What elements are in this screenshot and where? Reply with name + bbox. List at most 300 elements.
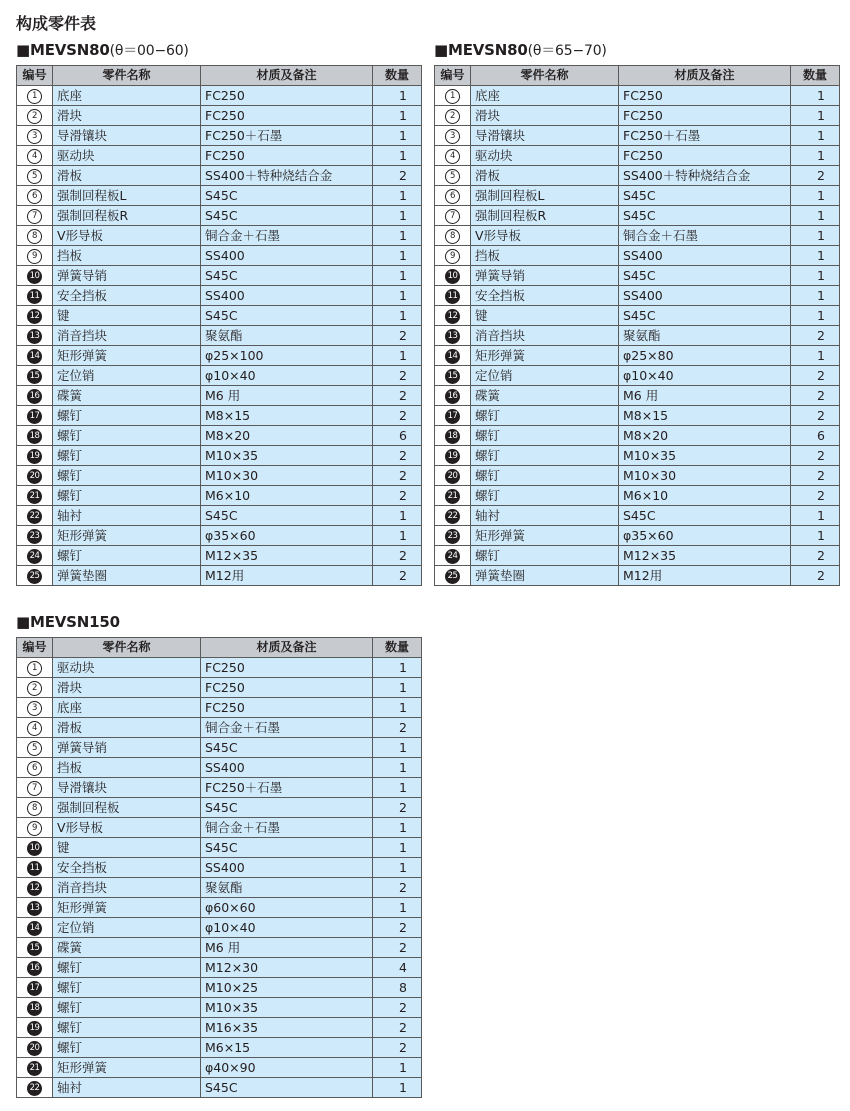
material-cell: M8×15: [201, 406, 373, 426]
table-row: [17, 446, 422, 466]
part-number-cell: [435, 266, 471, 286]
material-cell: SS400: [201, 286, 373, 306]
quantity-cell: 1: [373, 346, 422, 366]
material-cell: M10×25: [201, 978, 373, 998]
part-number-cell: [17, 858, 53, 878]
table-row: [17, 998, 422, 1018]
part-name-cell: 强制回程板L: [471, 186, 619, 206]
part-name-cell: 导滑镶块: [471, 126, 619, 146]
header-part-name: 零件名称: [53, 638, 201, 658]
part-number-cell: [17, 918, 53, 938]
part-number-cell: [435, 246, 471, 266]
part-number-cell: [17, 898, 53, 918]
part-number-cell: [435, 306, 471, 326]
part-name-cell: 螺钉: [53, 958, 201, 978]
part-name-cell: 滑块: [53, 106, 201, 126]
quantity-cell: 6: [791, 426, 840, 446]
circled-number: 16: [27, 389, 42, 404]
part-name-cell: 挡板: [53, 758, 201, 778]
quantity-cell: 1: [373, 818, 422, 838]
table-row: [17, 366, 422, 386]
quantity-cell: 2: [791, 166, 840, 186]
circled-number: 11: [445, 289, 460, 304]
material-cell: FC250: [201, 146, 373, 166]
quantity-cell: 1: [373, 506, 422, 526]
part-name-cell: 轴衬: [471, 506, 619, 526]
part-number-cell: [17, 286, 53, 306]
material-cell: 铜合金＋石墨: [619, 226, 791, 246]
part-number-cell: [17, 206, 53, 226]
part-number-cell: [17, 1018, 53, 1038]
circled-number: 9: [27, 249, 42, 264]
part-number-cell: [17, 126, 53, 146]
material-cell: φ40×90: [201, 1058, 373, 1078]
quantity-cell: 1: [373, 758, 422, 778]
part-name-cell: 底座: [53, 698, 201, 718]
table-row: [17, 126, 422, 146]
table-row: [435, 246, 840, 266]
table-row: [17, 146, 422, 166]
material-cell: M8×20: [619, 426, 791, 446]
table-row: [17, 266, 422, 286]
table-row: [17, 526, 422, 546]
quantity-cell: 1: [373, 186, 422, 206]
quantity-cell: 2: [791, 466, 840, 486]
material-cell: 铜合金＋石墨: [201, 818, 373, 838]
table-row: [17, 1038, 422, 1058]
part-number-cell: [17, 878, 53, 898]
section-title: MEVSN80: [447, 41, 528, 59]
part-number-cell: [435, 166, 471, 186]
circled-number: 2: [27, 109, 42, 124]
table-row: [435, 386, 840, 406]
material-cell: FC250: [619, 146, 791, 166]
part-name-cell: 导滑镶块: [53, 126, 201, 146]
circled-number: 10: [27, 841, 42, 856]
quantity-cell: 1: [791, 206, 840, 226]
quantity-cell: 2: [373, 446, 422, 466]
part-name-cell: 弹簧垫圈: [471, 566, 619, 586]
part-number-cell: [17, 758, 53, 778]
part-number-cell: [17, 938, 53, 958]
table-row: [435, 206, 840, 226]
part-name-cell: 矩形弹簧: [471, 526, 619, 546]
material-cell: S45C: [619, 266, 791, 286]
part-number-cell: [435, 426, 471, 446]
circled-number: 20: [27, 469, 42, 484]
table-row: [17, 546, 422, 566]
material-cell: M8×15: [619, 406, 791, 426]
circled-number: 11: [27, 289, 42, 304]
table-row: [17, 738, 422, 758]
page-title: 构成零件表: [16, 14, 97, 33]
quantity-cell: 1: [373, 106, 422, 126]
quantity-cell: 2: [373, 798, 422, 818]
table-row: [17, 346, 422, 366]
circled-number: 24: [27, 549, 42, 564]
part-number-cell: [17, 486, 53, 506]
part-name-cell: 滑板: [471, 166, 619, 186]
quantity-cell: 1: [791, 286, 840, 306]
quantity-cell: 2: [791, 486, 840, 506]
material-cell: M10×35: [201, 998, 373, 1018]
part-name-cell: 安全挡板: [471, 286, 619, 306]
circled-number: 13: [27, 901, 42, 916]
material-cell: FC250＋石墨: [201, 778, 373, 798]
table-row: [17, 698, 422, 718]
circled-number: 2: [27, 681, 42, 696]
quantity-cell: 8: [373, 978, 422, 998]
circled-number: 19: [27, 449, 42, 464]
table-row: [17, 938, 422, 958]
quantity-cell: 2: [373, 366, 422, 386]
table-row: [435, 466, 840, 486]
part-number-cell: [17, 386, 53, 406]
material-cell: FC250＋石墨: [201, 126, 373, 146]
table-row: [17, 306, 422, 326]
table-row: [17, 678, 422, 698]
circled-number: 11: [27, 861, 42, 876]
circled-number: 19: [445, 449, 460, 464]
part-number-cell: [435, 506, 471, 526]
part-name-cell: 定位销: [471, 366, 619, 386]
table-row: [435, 426, 840, 446]
table-row: [17, 246, 422, 266]
material-cell: M6×10: [201, 486, 373, 506]
material-cell: SS400: [201, 246, 373, 266]
part-number-cell: [17, 998, 53, 1018]
circled-number: 12: [27, 881, 42, 896]
circled-number: 15: [445, 369, 460, 384]
material-cell: SS400: [201, 858, 373, 878]
circled-number: 5: [27, 169, 42, 184]
material-cell: M6×15: [201, 1038, 373, 1058]
part-name-cell: 挡板: [471, 246, 619, 266]
table-row: [17, 1058, 422, 1078]
table-row: [435, 286, 840, 306]
part-name-cell: 螺钉: [471, 546, 619, 566]
part-number-cell: [435, 326, 471, 346]
circled-number: 25: [445, 569, 460, 584]
table-row: [435, 506, 840, 526]
table-row: [17, 186, 422, 206]
quantity-cell: 2: [791, 566, 840, 586]
circled-number: 21: [445, 489, 460, 504]
material-cell: FC250: [201, 106, 373, 126]
part-number-cell: [17, 1078, 53, 1098]
part-number-cell: [17, 698, 53, 718]
quantity-cell: 1: [373, 86, 422, 106]
table-row: [17, 878, 422, 898]
part-number-cell: [17, 778, 53, 798]
material-cell: 聚氨酯: [619, 326, 791, 346]
table-row: [435, 406, 840, 426]
part-name-cell: 螺钉: [53, 998, 201, 1018]
table-row: [17, 798, 422, 818]
material-cell: FC250: [201, 86, 373, 106]
quantity-cell: 2: [373, 1018, 422, 1038]
table-row: [435, 366, 840, 386]
material-cell: φ25×80: [619, 346, 791, 366]
square-bullet-icon: ■: [16, 41, 30, 59]
circled-number: 13: [27, 329, 42, 344]
part-name-cell: 轴衬: [53, 1078, 201, 1098]
header-qty: 数量: [791, 66, 840, 86]
circled-number: 18: [445, 429, 460, 444]
circled-number: 13: [445, 329, 460, 344]
quantity-cell: 2: [373, 406, 422, 426]
part-number-cell: [17, 678, 53, 698]
header-part-name: 零件名称: [53, 66, 201, 86]
quantity-cell: 1: [791, 86, 840, 106]
circled-number: 14: [27, 349, 42, 364]
quantity-cell: 1: [791, 146, 840, 166]
circled-number: 17: [27, 409, 42, 424]
part-name-cell: 键: [53, 838, 201, 858]
header-qty: 数量: [373, 638, 422, 658]
circled-number: 12: [27, 309, 42, 324]
part-name-cell: 碟簧: [53, 938, 201, 958]
material-cell: φ10×40: [619, 366, 791, 386]
part-name-cell: 驱动块: [53, 658, 201, 678]
table-row: [17, 226, 422, 246]
material-cell: φ60×60: [201, 898, 373, 918]
material-cell: S45C: [201, 206, 373, 226]
material-cell: S45C: [201, 506, 373, 526]
material-cell: 铜合金＋石墨: [201, 226, 373, 246]
quantity-cell: 1: [791, 186, 840, 206]
table-row: [17, 506, 422, 526]
circled-number: 9: [27, 821, 42, 836]
circled-number: 15: [27, 369, 42, 384]
quantity-cell: 1: [791, 306, 840, 326]
section-title: MEVSN80: [29, 41, 110, 59]
part-name-cell: 矩形弹簧: [53, 346, 201, 366]
quantity-cell: 2: [791, 446, 840, 466]
part-number-cell: [435, 406, 471, 426]
quantity-cell: 2: [373, 718, 422, 738]
quantity-cell: 1: [791, 126, 840, 146]
part-name-cell: 强制回程板L: [53, 186, 201, 206]
circled-number: 22: [27, 509, 42, 524]
circled-number: 4: [27, 721, 42, 736]
part-number-cell: [17, 366, 53, 386]
table-row: [17, 718, 422, 738]
quantity-cell: 1: [373, 678, 422, 698]
part-name-cell: 螺钉: [471, 466, 619, 486]
table-header-row: [17, 638, 422, 658]
circled-number: 21: [27, 489, 42, 504]
table-row: [17, 918, 422, 938]
part-number-cell: [435, 226, 471, 246]
quantity-cell: 1: [373, 1078, 422, 1098]
material-cell: FC250: [619, 106, 791, 126]
section-heading-mevsn80-65-70: [434, 40, 607, 61]
circled-number: 6: [445, 189, 460, 204]
table-row: [17, 838, 422, 858]
table-row: [435, 566, 840, 586]
quantity-cell: 1: [373, 126, 422, 146]
part-name-cell: 螺钉: [53, 466, 201, 486]
part-number-cell: [17, 1038, 53, 1058]
quantity-cell: 4: [373, 958, 422, 978]
circled-number: 20: [445, 469, 460, 484]
part-name-cell: 矩形弹簧: [471, 346, 619, 366]
material-cell: M12×35: [619, 546, 791, 566]
part-name-cell: 螺钉: [53, 426, 201, 446]
circled-number: 3: [445, 129, 460, 144]
part-name-cell: 强制回程板R: [53, 206, 201, 226]
quantity-cell: 2: [373, 566, 422, 586]
quantity-cell: 2: [791, 546, 840, 566]
part-number-cell: [17, 266, 53, 286]
part-number-cell: [17, 566, 53, 586]
part-name-cell: 弹簧导销: [53, 738, 201, 758]
part-number-cell: [17, 166, 53, 186]
quantity-cell: 2: [373, 326, 422, 346]
part-number-cell: [435, 146, 471, 166]
material-cell: S45C: [201, 1078, 373, 1098]
circled-number: 21: [27, 1061, 42, 1076]
circled-number: 16: [445, 389, 460, 404]
part-number-cell: [435, 126, 471, 146]
material-cell: S45C: [201, 266, 373, 286]
circled-number: 7: [27, 781, 42, 796]
quantity-cell: 1: [373, 306, 422, 326]
table-row: [17, 466, 422, 486]
quantity-cell: 1: [791, 226, 840, 246]
parts-table-mevsn150: [16, 637, 422, 1098]
circled-number: 17: [445, 409, 460, 424]
part-name-cell: 安全挡板: [53, 858, 201, 878]
material-cell: M12×35: [201, 546, 373, 566]
material-cell: S45C: [619, 506, 791, 526]
circled-number: 5: [445, 169, 460, 184]
part-name-cell: 螺钉: [53, 446, 201, 466]
material-cell: SS400: [619, 286, 791, 306]
quantity-cell: 2: [373, 998, 422, 1018]
circled-number: 1: [27, 89, 42, 104]
table-row: [17, 898, 422, 918]
table-row: [435, 166, 840, 186]
material-cell: FC250: [201, 698, 373, 718]
circled-number: 22: [445, 509, 460, 524]
material-cell: M10×30: [619, 466, 791, 486]
circled-number: 20: [27, 1041, 42, 1056]
part-name-cell: 螺钉: [53, 1018, 201, 1038]
table-row: [17, 778, 422, 798]
part-name-cell: 消音挡块: [53, 878, 201, 898]
quantity-cell: 1: [373, 898, 422, 918]
table-row: [17, 386, 422, 406]
parts-table-mevsn80-65-70: [434, 65, 840, 586]
quantity-cell: 1: [791, 526, 840, 546]
part-number-cell: [435, 366, 471, 386]
part-number-cell: [17, 798, 53, 818]
quantity-cell: 2: [791, 406, 840, 426]
table-row: [435, 266, 840, 286]
circled-number: 23: [27, 529, 42, 544]
part-name-cell: 消音挡块: [53, 326, 201, 346]
table-row: [435, 126, 840, 146]
table-row: [17, 1018, 422, 1038]
table-row: [435, 326, 840, 346]
square-bullet-icon: ■: [16, 613, 30, 631]
material-cell: SS400＋特种烧结合金: [201, 166, 373, 186]
table-row: [17, 286, 422, 306]
part-number-cell: [435, 346, 471, 366]
part-name-cell: 螺钉: [53, 486, 201, 506]
material-cell: SS400: [201, 758, 373, 778]
quantity-cell: 1: [373, 698, 422, 718]
circled-number: 19: [27, 1021, 42, 1036]
circled-number: 5: [27, 741, 42, 756]
circled-number: 6: [27, 189, 42, 204]
part-name-cell: 驱动块: [53, 146, 201, 166]
part-name-cell: 弹簧导销: [53, 266, 201, 286]
quantity-cell: 2: [373, 486, 422, 506]
circled-number: 14: [445, 349, 460, 364]
table-row: [17, 206, 422, 226]
header-material: 材质及备注: [201, 638, 373, 658]
section-heading-mevsn80-0-60: [16, 40, 189, 61]
circled-number: 10: [445, 269, 460, 284]
section-title: MEVSN150: [29, 613, 120, 631]
square-bullet-icon: ■: [434, 41, 448, 59]
quantity-cell: 1: [373, 1058, 422, 1078]
material-cell: 聚氨酯: [201, 878, 373, 898]
part-number-cell: [435, 546, 471, 566]
material-cell: SS400＋特种烧结合金: [619, 166, 791, 186]
circled-number: 8: [27, 801, 42, 816]
part-number-cell: [435, 186, 471, 206]
table-row: [17, 166, 422, 186]
header-material: 材质及备注: [619, 66, 791, 86]
part-name-cell: 螺钉: [471, 406, 619, 426]
part-number-cell: [435, 106, 471, 126]
material-cell: SS400: [619, 246, 791, 266]
circled-number: 1: [445, 89, 460, 104]
quantity-cell: 1: [373, 146, 422, 166]
circled-number: 24: [445, 549, 460, 564]
part-number-cell: [435, 446, 471, 466]
circled-number: 4: [27, 149, 42, 164]
part-name-cell: 螺钉: [471, 446, 619, 466]
part-number-cell: [17, 958, 53, 978]
material-cell: φ35×60: [619, 526, 791, 546]
quantity-cell: 1: [373, 858, 422, 878]
part-number-cell: [435, 286, 471, 306]
part-number-cell: [17, 226, 53, 246]
material-cell: M6 用: [201, 386, 373, 406]
part-name-cell: 滑块: [53, 678, 201, 698]
table-row: [17, 86, 422, 106]
quantity-cell: 1: [373, 286, 422, 306]
material-cell: FC250: [619, 86, 791, 106]
quantity-cell: 1: [373, 738, 422, 758]
circled-number: 15: [27, 941, 42, 956]
theta-range: (θ＝65−70): [527, 43, 607, 59]
part-name-cell: 底座: [53, 86, 201, 106]
header-part-name: 零件名称: [471, 66, 619, 86]
table-row: [17, 486, 422, 506]
material-cell: M16×35: [201, 1018, 373, 1038]
part-number-cell: [17, 1058, 53, 1078]
circled-number: 22: [27, 1081, 42, 1096]
material-cell: S45C: [201, 838, 373, 858]
parts-table-mevsn80-0-60: [16, 65, 422, 586]
theta-range: (θ＝00−60): [109, 43, 189, 59]
